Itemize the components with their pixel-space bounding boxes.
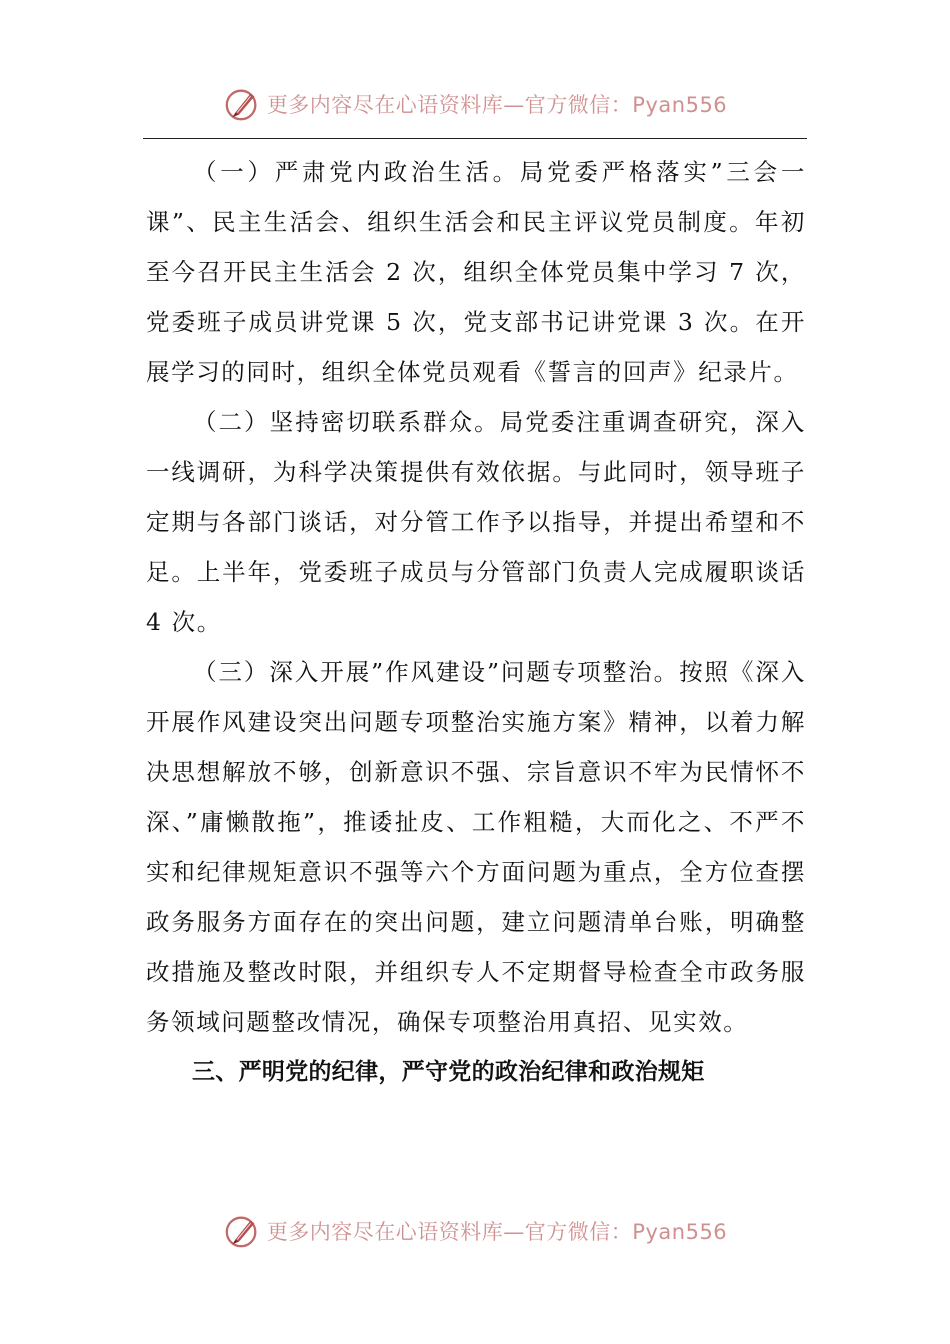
watermark-text: 更多内容尽在心语资料库—官方微信：Pyan556 [266,93,728,117]
header-watermark [0,84,950,124]
fountain-pen-circle-icon [223,1212,261,1250]
paragraph-3: （三）深入开展”作风建设”问题专项整治。按照《深入开展作风建设突出问题专项整治实施方案》精神，以着力解决思想解放不够，创新意识不强、宗旨意识不牢为民情怀不深、”庸懒散拖”，推诿扯皮、工作粗糙，大而化之、不严不实和纪律规矩意识不强等六个方面问题为重点，全方位查摆政务服务方面存在的突出问题，建立问题清单台账，明确整改措施及整改时限，并组织专人不定期督导检查全市政务服务领域问题整改情况，确保专项整治用真招、见实效。 [146,658,806,1036]
fountain-pen-circle-icon [223,85,261,123]
header-divider [143,138,807,139]
section-heading: 三、严明党的纪律，严守党的政治纪律和政治规矩 [192,1059,705,1085]
document-body [146,147,806,1097]
paragraph-2: （二）坚持密切联系群众。局党委注重调查研究，深入一线调研，为科学决策提供有效依据。与此同时，领导班子定期与各部门谈话，对分管工作予以指导，并提出希望和不足。上半年，党委班子成员与分管部门负责人完成履职谈话 4 次。 [146,408,806,636]
footer-watermark [0,1211,950,1251]
paragraph-1: （一）严肃党内政治生活。局党委严格落实”三会一课”、民主生活会、组织生活会和民主评议党员制度。年初至今召开民主生活会 2 次，组织全体党员集中学习 7 次，党委班子成员讲党课 5 次，党支部书记讲党课 3 次。在开展学习的同时，组织全体党员观看《誓言的回声》纪录片。 [146,158,806,386]
watermark-text: 更多内容尽在心语资料库—官方微信：Pyan556 [266,1220,728,1244]
